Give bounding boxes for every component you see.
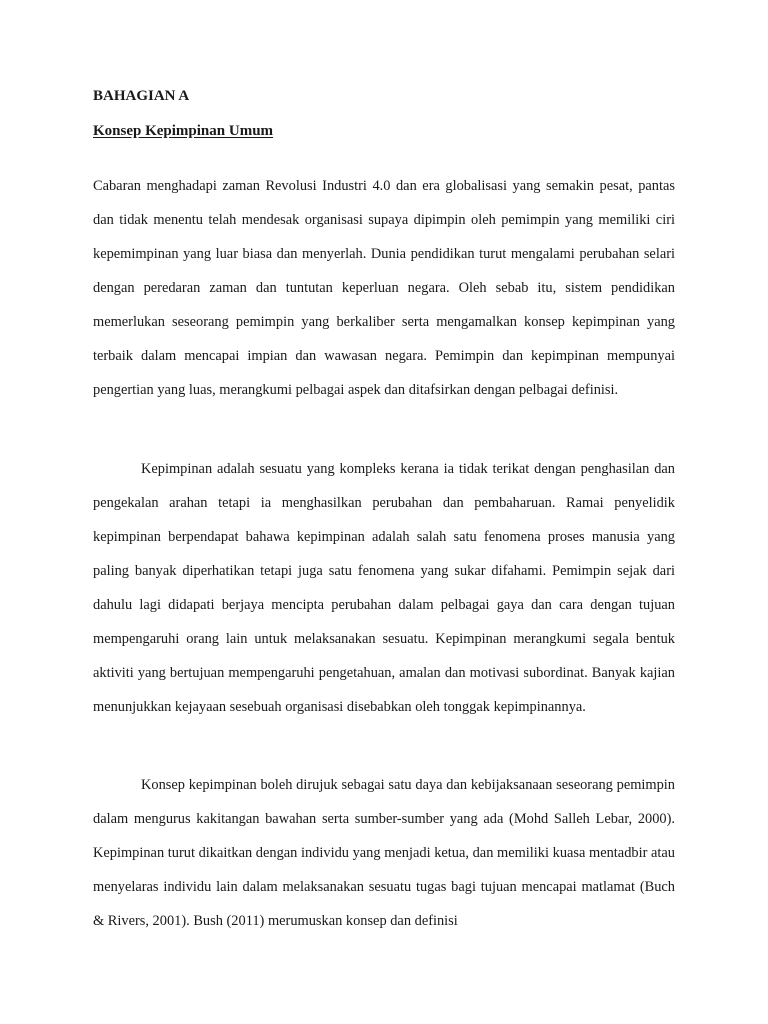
- paragraph-3: Konsep kepimpinan boleh dirujuk sebagai satu daya dan kebijaksanaan seseorang pemimpin dalam mengurus kakitangan bawahan serta sumber-sumber yang ada (Mohd Salleh Lebar, 2000). Kepimpinan turut dikaitkan dengan individu yang menjadi ketua, dan memiliki kuasa mentadbir atau menyelaras individu lain dalam melaksanakan sesuatu tugas bagi tujuan mencapai matlamat (Buch & Rivers, 2001). Bush (2011) merumuskan konsep dan definisi: [93, 777, 675, 929]
- paragraph-2: Kepimpinan adalah sesuatu yang kompleks kerana ia tidak terikat dengan penghasilan dan pengekalan arahan tetapi ia menghasilkan perubahan dan pembaharuan. Ramai penyelidik kepimpinan berpendapat bahawa kepimpinan adalah salah satu fenomena proses manusia yang paling banyak diperhatikan tetapi juga satu fenomena yang sukar difahami. Pemimpin sejak dari dahulu lagi didapati berjaya mencipta perubahan dalam pelbagai gaya dan cara dengan tujuan mempengaruhi orang lain untuk melaksanakan sesuatu. Kepimpinan merangkumi segala bentuk aktiviti yang bertujuan mempengaruhi pengetahuan, amalan dan motivasi subordinat. Banyak kajian menunjukkan kejayaan sesebuah organisasi disebabkan oleh tonggak kepimpinannya.: [93, 461, 675, 715]
- section-heading: BAHAGIAN A: [93, 88, 190, 104]
- paragraph-1: Cabaran menghadapi zaman Revolusi Industri 4.0 dan era globalisasi yang semakin pesat, pantas dan tidak menentu telah mendesak organisasi supaya dipimpin oleh pemimpin yang memiliki ciri kepemimpinan yang luar biasa dan menyerlah. Dunia pendidikan turut mengalami perubahan selari dengan peredaran zaman dan tuntutan keperluan negara. Oleh sebab itu, sistem pendidikan memerlukan seseorang pemimpin yang berkaliber serta mengamalkan konsep kepimpinan yang terbaik dalam mencapai impian dan wawasan negara. Pemimpin dan kepimpinan mempunyai pengertian yang luas, merangkumi pelbagai aspek dan ditafsirkan dengan pelbagai definisi.: [93, 178, 675, 398]
- subheading: Konsep Kepimpinan Umum: [93, 123, 274, 139]
